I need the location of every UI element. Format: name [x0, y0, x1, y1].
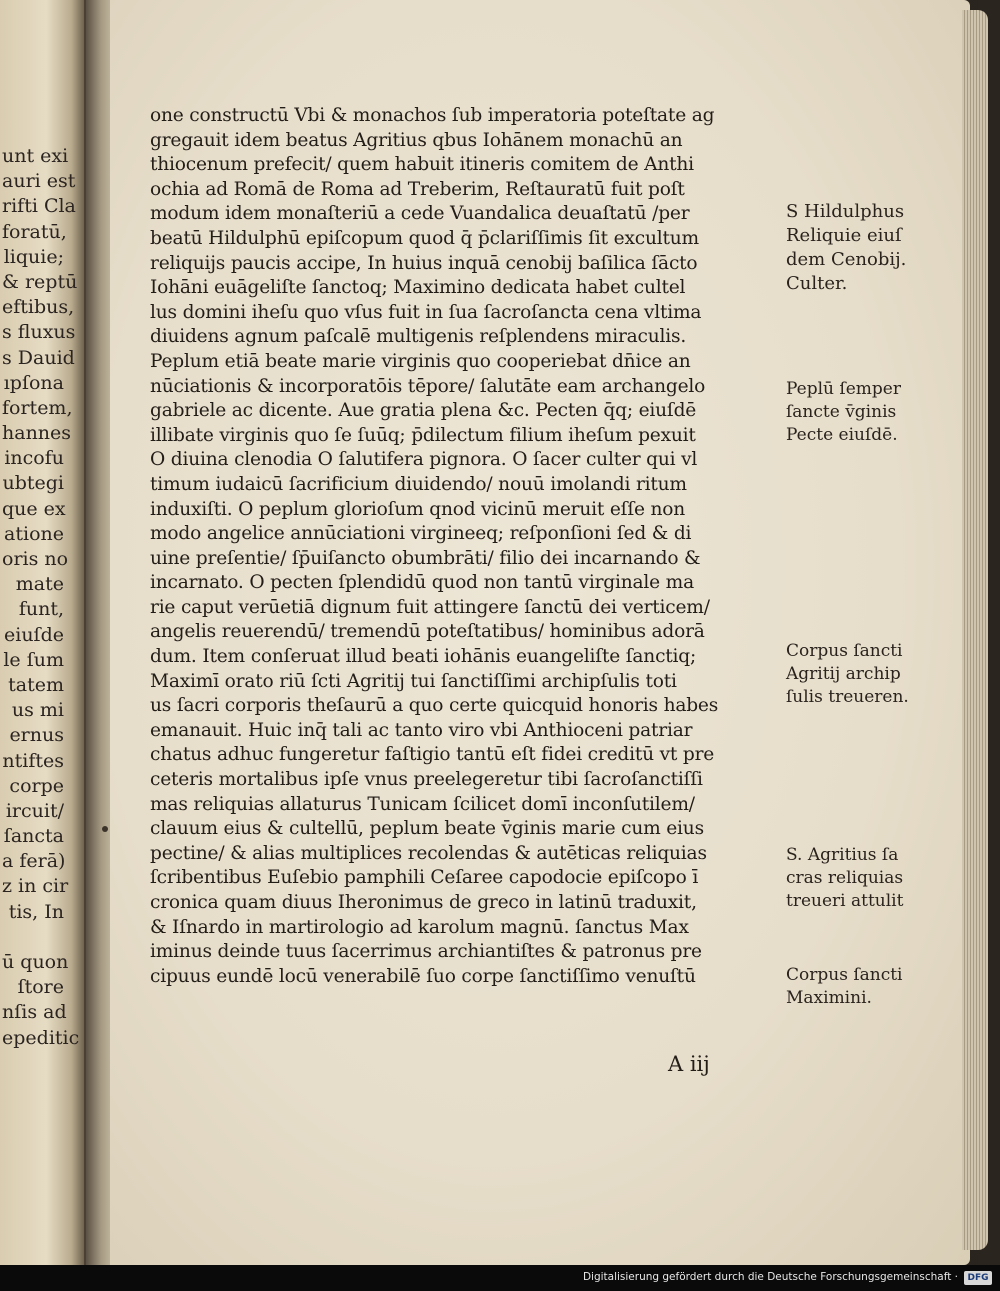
marginal-line: Corpus ſancti — [786, 641, 903, 661]
left-fragment-line: nſis ad — [2, 1001, 67, 1024]
text-line: ochia ad Romā de Roma ad Treberim, Reſtauratū fuit poſt — [150, 178, 685, 200]
text-line: emanauit. Huic inq̄ tali ac tanto viro vbi Anthioceni patriar — [150, 719, 693, 741]
marginal-note-agritius-relics — [786, 844, 962, 913]
marginal-line: Pecte eiuſdē. — [786, 425, 898, 445]
left-fragment-line: tis, In — [8, 900, 64, 923]
text-line: & Iſnardo in martirologio ad karolum magnū. ſanctus Max — [150, 916, 689, 938]
text-line: beatū Hildulphū epiſcopum quod q̄ p̄clariſſimis ſit excultum — [150, 227, 699, 249]
left-fragment-line: a ferā) — [2, 850, 66, 873]
left-page-text-fragments — [2, 144, 80, 1051]
text-line: Iohāni euāgeliſte ſanctoq; Maximino dedicata habet cultel — [150, 277, 686, 299]
left-fragment-line: le ſum — [3, 648, 64, 671]
text-line: cipuus eundē locū venerabilē ſuo corpe ſanctiſſimo venuſtū — [150, 965, 696, 987]
marginal-line: Reliquie eiuſ — [786, 225, 902, 246]
text-line: uine preſentie/ ſp̄uiſancto obumbrāti/ filio dei incarnando & — [150, 547, 701, 569]
left-fragment-line: incofu — [4, 447, 64, 470]
text-line: induxiſti. O peplum glorioſum qnod vicinū meruit eſſe non — [150, 498, 686, 520]
left-fragment-line: hannes — [2, 422, 72, 445]
text-line: ceteris mortalibus ipſe vnus preelegeretur tibi ſacroſanctiſſi — [150, 769, 703, 791]
text-line: angelis reuerendū/ tremendū poteſtatibus/ hominibus adorā — [150, 621, 705, 643]
left-fragment-line — [2, 925, 64, 950]
left-fragment-line: corpe — [9, 774, 64, 797]
text-line: ſcribentibus Euſebio pamphili Ceſaree capodocie epiſcopo ī — [150, 867, 699, 889]
text-line: gregauit idem beatus Agritius qbus Iohānem monachū an — [150, 129, 683, 151]
left-fragment-line: fortem, — [2, 396, 73, 419]
text-line: nūciationis & incorporatōis tēpore/ ſalutāte eam archangelo — [150, 375, 706, 397]
left-fragment-line: epeditic — [2, 1026, 80, 1049]
main-text-column — [150, 104, 778, 989]
text-line: incarnato. O pecten ſplendidū quod non tantū virginale ma — [150, 572, 694, 594]
text-line: iminus deinde tuus ſacerrimus archiantiſtes & patronus pre — [150, 941, 702, 963]
marginal-note-agritius-body — [786, 640, 962, 709]
marginal-line: Peplū ſemper — [786, 379, 901, 399]
marginal-line: Maximini. — [786, 988, 872, 1008]
text-line: timum iudaicū ſacrificium diuidendo/ nouū imolandi ritum — [150, 473, 687, 495]
text-line: rie caput verūetiā dignum fuit attingere ſanctū dei verticem/ — [150, 596, 710, 618]
left-fragment-line: ſtore — [17, 976, 64, 999]
left-fragment-line: eftibus, — [2, 296, 75, 319]
signature-mark: A iij — [668, 1052, 710, 1076]
left-fragment-line: s Dauid — [2, 346, 75, 369]
left-fragment-line: oris no — [2, 548, 69, 570]
left-fragment-line: z in cir — [2, 875, 69, 898]
marginal-line: dem Cenobij. — [786, 249, 907, 270]
marginal-line: Corpus ſancti — [786, 965, 903, 985]
marginal-line: cras reliquias — [786, 868, 904, 888]
text-line: Peplum etiā beate marie virginis quo cooperiebat dn̄ice an — [150, 350, 691, 372]
digitization-footer — [0, 1265, 1000, 1291]
marginal-note-maximinus — [786, 964, 962, 1010]
left-fragment-line: eiuſde — [4, 623, 64, 646]
left-fragment-line: ū quon — [2, 951, 69, 973]
left-fragment-line: foratū, — [2, 220, 67, 243]
text-line: modum idem monaſteriū a cede Vuandalica deuaſtatū /per — [150, 203, 690, 225]
text-line: gabriele ac dicente. Aue gratia plena &c. Pecten q̄q; eiuſdē — [150, 400, 697, 422]
left-fragment-line: & reptū — [2, 270, 78, 293]
text-line: O diuina clenodia O ſalutifera pignora. O ſacer culter qui vl — [150, 449, 698, 471]
text-line: pectine/ & alias multiplices recolendas & autēticas reliquias — [150, 842, 707, 864]
text-line: modo angelice annūciationi virgineeq; reſponſioni ſed & di — [150, 523, 692, 545]
left-fragment-line: mate — [15, 573, 64, 596]
left-fragment-line: ircuit/ — [5, 799, 64, 822]
left-fragment-line: ſancta — [3, 825, 64, 848]
marginal-line: Culter. — [786, 273, 848, 294]
left-fragment-line: ıpſona — [3, 371, 64, 394]
text-line: Maximī orato riū ſcti Agritij tui ſanctiſſimi archipſulis toti — [150, 670, 677, 692]
left-fragment-line: tatem — [8, 673, 64, 696]
text-line: cronica quam diuus Iheronimus de greco in latinū traduxit, — [150, 892, 697, 913]
left-facing-page — [0, 0, 86, 1265]
left-fragment-line: ubtegi — [2, 472, 64, 495]
paper-wormhole — [102, 826, 108, 832]
marginal-line: Agritij archip — [786, 664, 901, 684]
marginal-line: treueri attulit — [786, 891, 904, 911]
text-line: one constructū Vbi & monachos ſub imperatoria poteſtate ag — [150, 105, 715, 126]
marginal-line: ſancte v̄ginis — [786, 402, 897, 422]
left-fragment-line: ntiftes — [2, 749, 64, 772]
text-line: mas reliquias allaturus Tunicam ſcilicet domī inconſutilem/ — [150, 793, 695, 815]
text-line: illibate virginis quo ſe ſuūq; p̄dilectum filium iheſum pexuit — [150, 424, 696, 446]
marginal-note-hildulphus — [786, 200, 962, 296]
left-fragment-line: rifti Cla — [2, 195, 76, 218]
text-line: dum. Item conſeruat illud beati iohānis euangeliſte ſanctiq; — [150, 646, 697, 668]
dfg-logo: DFG — [964, 1271, 992, 1285]
left-fragment-line: atione — [4, 522, 64, 545]
marginal-line: S Hildulphus — [786, 201, 905, 222]
funding-credit: Digitalisierung gefördert durch die Deutsche Forschungsgemeinschaft · — [582, 1271, 958, 1283]
left-fragment-line: auri est — [2, 170, 76, 193]
left-fragment-line: s fluxus — [2, 321, 76, 344]
text-line: clauum eius & cultellū, peplum beate v̄ginis marie cum eius — [150, 818, 704, 840]
text-line: thiocenum prefecit/ quem habuit itineris comitem de Anthi — [150, 154, 694, 176]
text-line: lus domini iheſu quo vſus fuit in ſua ſacroſancta cena vltima — [150, 301, 702, 323]
marginal-line: ſulis treueren. — [786, 687, 909, 707]
text-line: chatus adhuc fungeretur faſtigio tantū eſt fidei creditū vt pre — [150, 744, 715, 766]
marginal-note-peplum — [786, 378, 962, 447]
left-fragment-line: unt exi — [2, 145, 69, 167]
left-fragment-line: us mi — [11, 699, 64, 722]
marginal-line: S. Agritius ſa — [786, 845, 899, 865]
page-edges — [962, 10, 988, 1250]
left-fragment-line: que ex — [2, 497, 66, 520]
text-line: us ſacri corporis theſaurū a quo certe quicquid honoris habes — [150, 695, 719, 717]
text-line: reliquijs paucis accipe, In huius inquā cenobij baſilica ſācto — [150, 252, 698, 274]
text-line: diuidens agnum paſcalē multigenis reſplendens miraculis. — [150, 326, 687, 348]
left-fragment-line: funt, — [18, 598, 64, 621]
left-fragment-line: ernus — [9, 724, 64, 747]
left-fragment-line: liquie; — [3, 245, 64, 268]
